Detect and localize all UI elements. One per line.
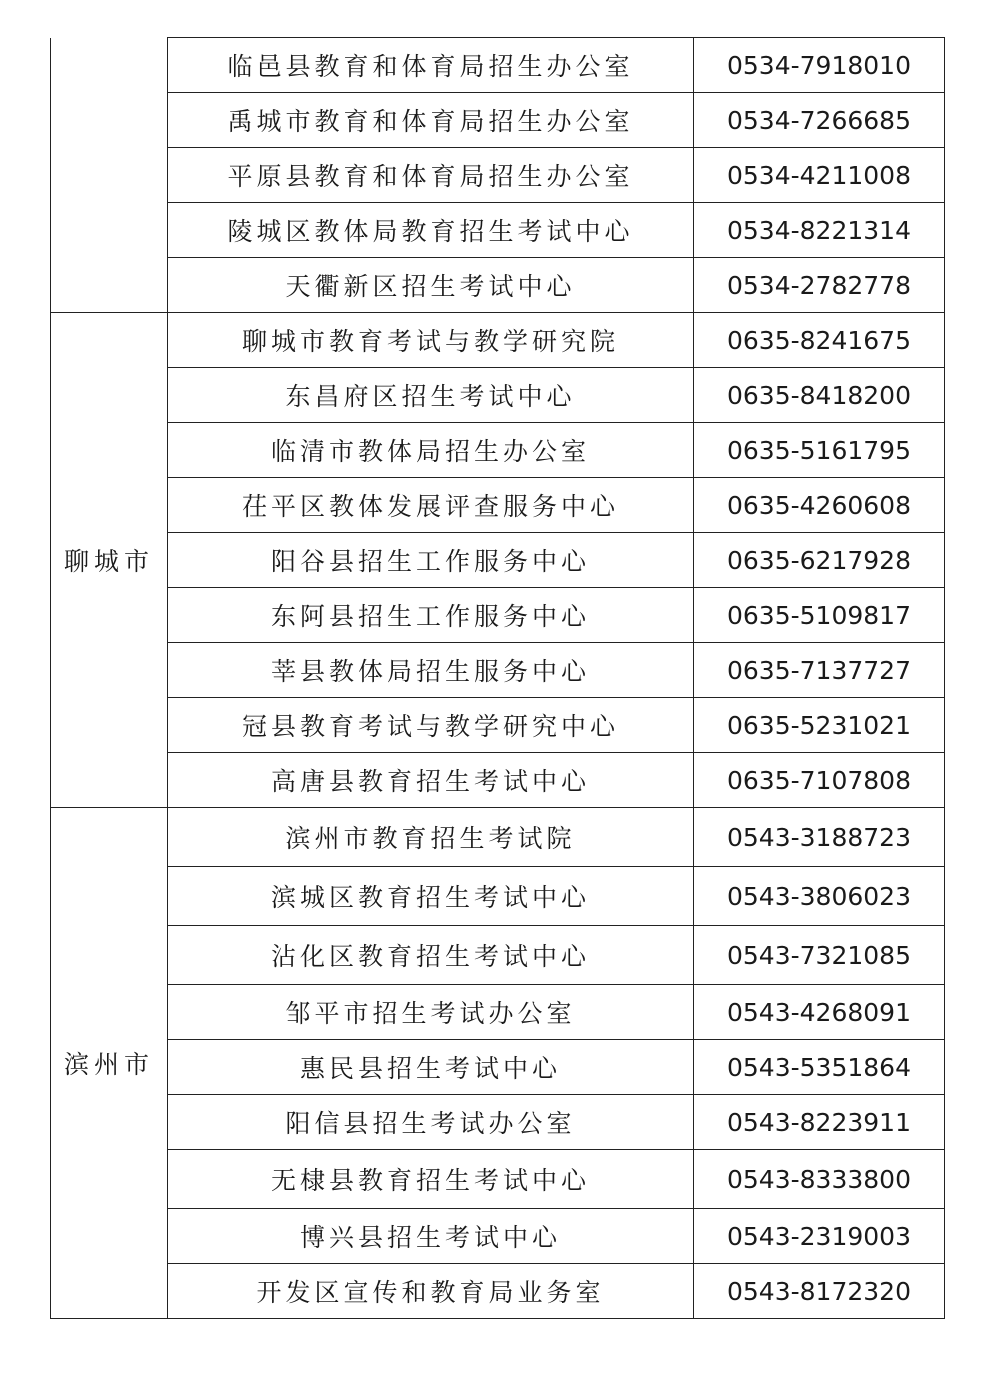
- phone-number: 0543-3188723: [694, 808, 945, 867]
- table-row: [51, 1264, 945, 1319]
- phone-number: 0543-5351864: [694, 1040, 945, 1095]
- contact-table: [50, 37, 945, 1319]
- table-row: [51, 423, 945, 478]
- office-name: 平原县教育和体育局招生办公室: [168, 148, 694, 203]
- office-name: 临清市教体局招生办公室: [168, 423, 694, 478]
- phone-number: 0543-8172320: [694, 1264, 945, 1319]
- office-name: 阳信县招生考试办公室: [168, 1095, 694, 1150]
- table-row: [51, 478, 945, 533]
- office-name: 陵城区教体局教育招生考试中心: [168, 203, 694, 258]
- table-row: [51, 1095, 945, 1150]
- city-cell: 聊城市: [51, 313, 168, 808]
- office-name: 博兴县招生考试中心: [168, 1209, 694, 1264]
- table-row: [51, 926, 945, 985]
- phone-number: 0635-7137727: [694, 643, 945, 698]
- phone-number: 0635-6217928: [694, 533, 945, 588]
- phone-number: 0534-8221314: [694, 203, 945, 258]
- office-name: 聊城市教育考试与教学研究院: [168, 313, 694, 368]
- phone-number: 0635-5161795: [694, 423, 945, 478]
- office-name: 临邑县教育和体育局招生办公室: [168, 38, 694, 93]
- table-row: [51, 93, 945, 148]
- office-name: 沾化区教育招生考试中心: [168, 926, 694, 985]
- office-name: 开发区宣传和教育局业务室: [168, 1264, 694, 1319]
- table-row: [51, 533, 945, 588]
- phone-number: 0635-7107808: [694, 753, 945, 808]
- table-row: [51, 203, 945, 258]
- phone-number: 0534-2782778: [694, 258, 945, 313]
- contact-table-page: [50, 37, 944, 1319]
- phone-number: 0543-8223911: [694, 1095, 945, 1150]
- office-name: 禹城市教育和体育局招生办公室: [168, 93, 694, 148]
- phone-number: 0543-8333800: [694, 1150, 945, 1209]
- office-name: 邹平市招生考试办公室: [168, 985, 694, 1040]
- table-row: [51, 753, 945, 808]
- table-row: [51, 1040, 945, 1095]
- phone-number: 0635-8418200: [694, 368, 945, 423]
- table-row: [51, 588, 945, 643]
- office-name: 天衢新区招生考试中心: [168, 258, 694, 313]
- table-row: [51, 313, 945, 368]
- table-row: [51, 1150, 945, 1209]
- office-name: 阳谷县招生工作服务中心: [168, 533, 694, 588]
- phone-number: 0534-7918010: [694, 38, 945, 93]
- table-row: [51, 258, 945, 313]
- phone-number: 0543-2319003: [694, 1209, 945, 1264]
- table-row: [51, 698, 945, 753]
- office-name: 东阿县招生工作服务中心: [168, 588, 694, 643]
- city-cell: [51, 38, 168, 313]
- phone-number: 0635-5231021: [694, 698, 945, 753]
- office-name: 莘县教体局招生服务中心: [168, 643, 694, 698]
- table-row: [51, 808, 945, 867]
- phone-number: 0543-3806023: [694, 867, 945, 926]
- table-row: [51, 867, 945, 926]
- table-row: [51, 368, 945, 423]
- office-name: 惠民县招生考试中心: [168, 1040, 694, 1095]
- phone-number: 0635-4260608: [694, 478, 945, 533]
- phone-number: 0543-4268091: [694, 985, 945, 1040]
- phone-number: 0534-7266685: [694, 93, 945, 148]
- office-name: 东昌府区招生考试中心: [168, 368, 694, 423]
- phone-number: 0635-8241675: [694, 313, 945, 368]
- office-name: 滨城区教育招生考试中心: [168, 867, 694, 926]
- office-name: 无棣县教育招生考试中心: [168, 1150, 694, 1209]
- office-name: 高唐县教育招生考试中心: [168, 753, 694, 808]
- phone-number: 0635-5109817: [694, 588, 945, 643]
- phone-number: 0543-7321085: [694, 926, 945, 985]
- table-row: [51, 643, 945, 698]
- table-row: [51, 148, 945, 203]
- table-row: [51, 985, 945, 1040]
- office-name: 滨州市教育招生考试院: [168, 808, 694, 867]
- table-row: [51, 1209, 945, 1264]
- city-cell: 滨州市: [51, 808, 168, 1319]
- table-row: [51, 38, 945, 93]
- phone-number: 0534-4211008: [694, 148, 945, 203]
- office-name: 茌平区教体发展评查服务中心: [168, 478, 694, 533]
- office-name: 冠县教育考试与教学研究中心: [168, 698, 694, 753]
